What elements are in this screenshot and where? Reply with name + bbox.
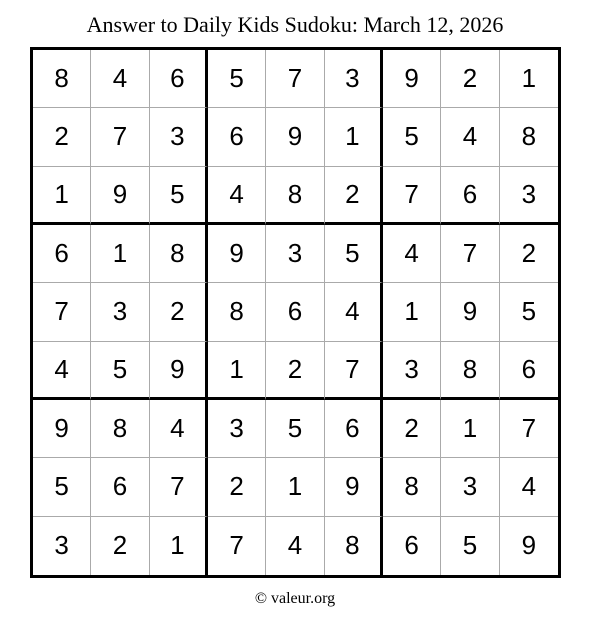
sudoku-cell-r3-c9: 3: [500, 167, 558, 225]
sudoku-cell-r4-c5: 3: [266, 225, 324, 283]
sudoku-cell-r9-c6: 8: [325, 517, 383, 575]
sudoku-cell-r8-c9: 4: [500, 458, 558, 516]
sudoku-cell-r2-c1: 2: [33, 108, 91, 166]
sudoku-cell-r8-c2: 6: [91, 458, 149, 516]
sudoku-cell-r3-c3: 5: [150, 167, 208, 225]
sudoku-cell-r4-c7: 4: [383, 225, 441, 283]
sudoku-cell-r2-c8: 4: [441, 108, 499, 166]
sudoku-cell-r5-c4: 8: [208, 283, 266, 341]
sudoku-cell-r7-c2: 8: [91, 400, 149, 458]
sudoku-cell-r7-c7: 2: [383, 400, 441, 458]
sudoku-cell-r5-c3: 2: [150, 283, 208, 341]
sudoku-cell-r9-c3: 1: [150, 517, 208, 575]
sudoku-cell-r3-c8: 6: [441, 167, 499, 225]
sudoku-cell-r9-c5: 4: [266, 517, 324, 575]
sudoku-cell-r2-c2: 7: [91, 108, 149, 166]
sudoku-cell-r1-c4: 5: [208, 50, 266, 108]
sudoku-cell-r9-c4: 7: [208, 517, 266, 575]
sudoku-cell-r7-c4: 3: [208, 400, 266, 458]
sudoku-cell-r7-c3: 4: [150, 400, 208, 458]
sudoku-cell-r5-c8: 9: [441, 283, 499, 341]
sudoku-cell-r1-c3: 6: [150, 50, 208, 108]
page-title: Answer to Daily Kids Sudoku: March 12, 2026: [86, 12, 504, 37]
sudoku-cell-r5-c7: 1: [383, 283, 441, 341]
sudoku-cell-r2-c9: 8: [500, 108, 558, 166]
sudoku-cell-r6-c2: 5: [91, 342, 149, 400]
sudoku-cell-r9-c1: 3: [33, 517, 91, 575]
sudoku-cell-r1-c2: 4: [91, 50, 149, 108]
sudoku-cell-r8-c8: 3: [441, 458, 499, 516]
sudoku-cell-r4-c4: 9: [208, 225, 266, 283]
sudoku-cell-r4-c2: 1: [91, 225, 149, 283]
sudoku-cell-r9-c2: 2: [91, 517, 149, 575]
sudoku-cell-r6-c5: 2: [266, 342, 324, 400]
sudoku-cell-r5-c5: 6: [266, 283, 324, 341]
sudoku-cell-r3-c5: 8: [266, 167, 324, 225]
sudoku-cell-r3-c1: 1: [33, 167, 91, 225]
sudoku-cell-r7-c9: 7: [500, 400, 558, 458]
sudoku-cell-r7-c5: 5: [266, 400, 324, 458]
sudoku-cell-r8-c7: 8: [383, 458, 441, 516]
sudoku-cell-r7-c8: 1: [441, 400, 499, 458]
sudoku-cell-r1-c7: 9: [383, 50, 441, 108]
sudoku-cell-r7-c1: 9: [33, 400, 91, 458]
sudoku-cell-r6-c9: 6: [500, 342, 558, 400]
sudoku-cell-r5-c6: 4: [325, 283, 383, 341]
sudoku-cell-r6-c7: 3: [383, 342, 441, 400]
sudoku-cell-r1-c8: 2: [441, 50, 499, 108]
sudoku-cell-r7-c6: 6: [325, 400, 383, 458]
sudoku-cell-r4-c3: 8: [150, 225, 208, 283]
sudoku-cell-r6-c1: 4: [33, 342, 91, 400]
sudoku-cell-r8-c3: 7: [150, 458, 208, 516]
sudoku-cell-r2-c5: 9: [266, 108, 324, 166]
sudoku-cell-r4-c8: 7: [441, 225, 499, 283]
sudoku-cell-r5-c2: 3: [91, 283, 149, 341]
sudoku-cell-r1-c5: 7: [266, 50, 324, 108]
sudoku-cell-r3-c2: 9: [91, 167, 149, 225]
sudoku-cell-r6-c3: 9: [150, 342, 208, 400]
sudoku-cell-r9-c8: 5: [441, 517, 499, 575]
sudoku-cell-r3-c7: 7: [383, 167, 441, 225]
sudoku-cell-r2-c7: 5: [383, 108, 441, 166]
sudoku-cell-r8-c5: 1: [266, 458, 324, 516]
sudoku-cell-r5-c1: 7: [33, 283, 91, 341]
sudoku-cell-r1-c6: 3: [325, 50, 383, 108]
sudoku-cell-r6-c6: 7: [325, 342, 383, 400]
sudoku-cell-r3-c4: 4: [208, 167, 266, 225]
sudoku-cell-r8-c6: 9: [325, 458, 383, 516]
copyright-footer: © valeur.org: [254, 590, 336, 607]
sudoku-cell-r3-c6: 2: [325, 167, 383, 225]
sudoku-cell-r2-c4: 6: [208, 108, 266, 166]
sudoku-cell-r1-c1: 8: [33, 50, 91, 108]
sudoku-cell-r1-c9: 1: [500, 50, 558, 108]
sudoku-cell-r2-c3: 3: [150, 108, 208, 166]
sudoku-cell-r6-c8: 8: [441, 342, 499, 400]
sudoku-cell-r4-c6: 5: [325, 225, 383, 283]
sudoku-cell-r6-c4: 1: [208, 342, 266, 400]
sudoku-cell-r2-c6: 1: [325, 108, 383, 166]
sudoku-cell-r9-c9: 9: [521, 530, 537, 561]
sudoku-cell-r9-c7: 6: [383, 517, 441, 575]
sudoku-cell-r5-c9: 5: [500, 283, 558, 341]
sudoku-board: [30, 47, 561, 578]
sudoku-cell-r4-c9: 2: [500, 225, 558, 283]
sudoku-cell-r4-c1: 6: [33, 225, 91, 283]
sudoku-cell-r8-c4: 2: [208, 458, 266, 516]
sudoku-cell-r8-c1: 5: [33, 458, 91, 516]
